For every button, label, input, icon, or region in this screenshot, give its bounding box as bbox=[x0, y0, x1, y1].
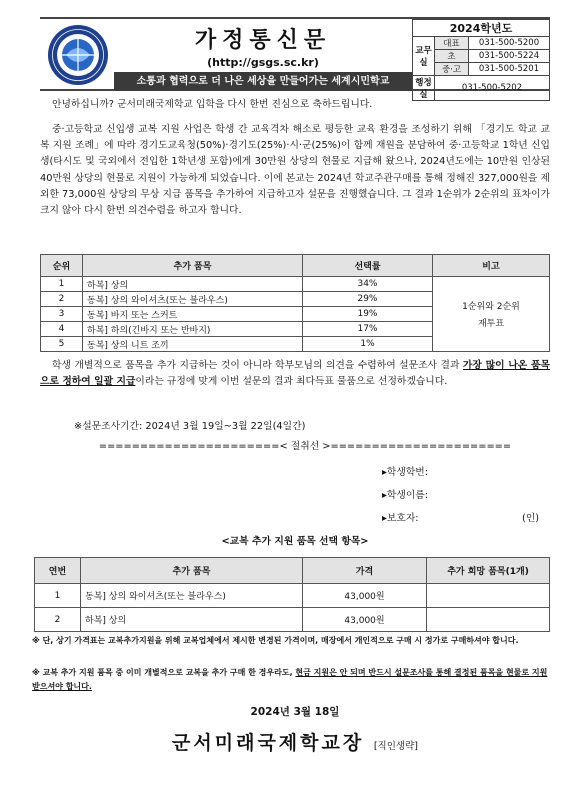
student-id-field[interactable]: ▸학생학번: bbox=[382, 467, 429, 478]
survey-period: ※설문조사기간: 2024년 3월 19일~3월 22일(4일간) bbox=[74, 421, 306, 432]
survey-results-table bbox=[40, 254, 550, 352]
letterhead bbox=[40, 17, 550, 100]
rate-cell: 1% bbox=[303, 337, 433, 352]
contact-table bbox=[412, 19, 550, 101]
item-cell: 동복] 상의 와이셔츠(또는 블라우스) bbox=[83, 292, 303, 307]
greeting bbox=[40, 97, 550, 113]
col-header: 가격 bbox=[303, 558, 427, 584]
cut-line: ======================< 절취선 >====================== bbox=[98, 441, 512, 452]
item-cell: 동복] 상의 와이셔츠(또는 블라우스) bbox=[81, 584, 303, 608]
remark-line: 1순위와 2순위 bbox=[462, 302, 520, 312]
support-note-text: ※ 교복 추가 지원 품목 중 이미 개별적으로 교복을 추가 구매 한 경우라도, bbox=[32, 668, 296, 677]
contact-dept: 초 bbox=[435, 50, 469, 63]
selection-paragraph bbox=[40, 358, 550, 390]
rank-cell: 3 bbox=[41, 307, 83, 322]
selection-table bbox=[34, 557, 550, 632]
no-cell: 1 bbox=[35, 584, 81, 608]
support-note bbox=[32, 666, 550, 694]
rank-cell: 1 bbox=[41, 277, 83, 292]
choice-cell[interactable] bbox=[427, 584, 550, 608]
principal-title: 군서미래국제학교장 bbox=[172, 732, 365, 754]
greeting-text: 안녕하십니까? 군서미래국제학교 입학을 다시 한번 진심으로 축하드립니다. bbox=[52, 99, 373, 110]
school-slogan: 소통과 협력으로 더 나은 세상을 만들어가는 세계시민학교 bbox=[114, 72, 412, 91]
choice-cell[interactable] bbox=[427, 608, 550, 632]
item-cell: 동복] 바지 또는 스커트 bbox=[83, 307, 303, 322]
body-text: 이라는 규정에 맞게 이번 설문의 결과 최다득표 물품으로 선정하겠습니다. bbox=[135, 376, 448, 388]
body-text: 학생 개별적으로 품목을 추가 지급하는 것이 아니라 학부모님의 의견을 수렴하여 설문조사 결과 bbox=[52, 360, 463, 371]
col-header: 연번 bbox=[35, 558, 81, 584]
col-header: 추가 품목 bbox=[81, 558, 303, 584]
school-year: 2024학년도 bbox=[413, 20, 550, 37]
intro-paragraph bbox=[40, 122, 550, 219]
col-header: 추가 희망 품목(1개) bbox=[427, 558, 550, 584]
school-url[interactable]: (http://gsgs.sc.kr) bbox=[207, 56, 319, 69]
emphasis-text: 가장 많이 나온 품목으로 정하여 일괄 지급 bbox=[40, 360, 550, 388]
rate-cell: 17% bbox=[303, 322, 433, 337]
col-header: 추가 품목 bbox=[83, 255, 303, 277]
price-cell: 43,000원 bbox=[303, 584, 427, 608]
seal-omitted: [직인생략] bbox=[373, 741, 418, 752]
table-row bbox=[35, 608, 550, 632]
rank-cell: 5 bbox=[41, 337, 83, 352]
item-cell: 하복] 상의 bbox=[81, 608, 303, 632]
contact-phone: 031-500-5201 bbox=[469, 63, 550, 76]
remark-cell bbox=[433, 277, 550, 352]
intro-text: 중·고등학교 신입생 교복 지원 사업은 학생 간 교육격차 해소로 평등한 교육 환경을 조성하기 위해 「경기도 학교 교복 지원 조례」에 따라 경기도교육청(50%)·경기도(25%)·시·군(25%)이 함께 재원을 분담하여 중·고등학교 1학년 신입생(타시도 및 국외에서 전입한 1학년생 포함)에게 30만원 상당의 현물로 지급해 왔으나, 2024년도에는 10만원 인상된 40만원 상당의 현물로 지원이 가능하게 되었습니다. 이에 본교는 2024년 학교주관구매를 통해 정해진 327,000원을 제외한 73,000원 상당의 무상 지급 품목을 추가하여 지급하고자 설문을 진행했습니다. 그 결과 1순위가 2순위의 표차이가 크지 않아 다시 한번 의견수렴을 하고자 합니다. bbox=[40, 124, 550, 217]
guardian-field[interactable]: ▸보호자: bbox=[382, 513, 419, 524]
admin-phone: 031-500-5202 bbox=[435, 76, 550, 101]
col-header: 비고 bbox=[433, 255, 550, 277]
price-note: ※ 단, 상기 가격표는 교복추가지원을 위해 교복업체에서 제시한 변경된 가격이며, 매장에서 개인적으로 구매 시 정가로 구매하셔야 합니다. bbox=[32, 636, 519, 645]
title-area bbox=[114, 19, 412, 69]
rank-cell: 2 bbox=[41, 292, 83, 307]
price-cell: 43,000원 bbox=[303, 608, 427, 632]
table-row bbox=[35, 584, 550, 608]
item-cell: 하복] 상의 bbox=[83, 277, 303, 292]
contact-dept: 중·고 bbox=[435, 63, 469, 76]
contact-phone: 031-500-5200 bbox=[469, 37, 550, 50]
signature bbox=[40, 728, 550, 755]
table-row bbox=[41, 277, 550, 292]
contact-dept: 대표 bbox=[435, 37, 469, 50]
admin-label: 행정실 bbox=[413, 76, 435, 101]
rate-cell: 19% bbox=[303, 307, 433, 322]
support-note-emphasis: 현금 지원은 안 되며 반드시 설문조사를 통해 결정된 품목을 현물로 지원 받으셔야 합니다. bbox=[32, 668, 548, 691]
document-title: 가정통신문 bbox=[194, 27, 332, 53]
student-name-field[interactable]: ▸학생이름: bbox=[382, 490, 429, 501]
rate-cell: 29% bbox=[303, 292, 433, 307]
col-header: 선택률 bbox=[303, 255, 433, 277]
item-cell: 하복] 하의(긴바지 또는 반바지) bbox=[83, 322, 303, 337]
selection-title: <교복 추가 지원 품목 선택 항목> bbox=[221, 536, 369, 547]
seal-mark: (인) bbox=[522, 513, 540, 524]
rate-cell: 34% bbox=[303, 277, 433, 292]
document-date: 2024년 3월 18일 bbox=[250, 706, 340, 718]
school-logo-icon bbox=[46, 23, 110, 87]
remark-line: 재투표 bbox=[477, 319, 505, 329]
office-label: 교무실 bbox=[413, 37, 435, 76]
no-cell: 2 bbox=[35, 608, 81, 632]
contact-phone: 031-500-5224 bbox=[469, 50, 550, 63]
rank-cell: 4 bbox=[41, 322, 83, 337]
item-cell: 동복] 상의 니트 조끼 bbox=[83, 337, 303, 352]
col-header: 순위 bbox=[41, 255, 83, 277]
